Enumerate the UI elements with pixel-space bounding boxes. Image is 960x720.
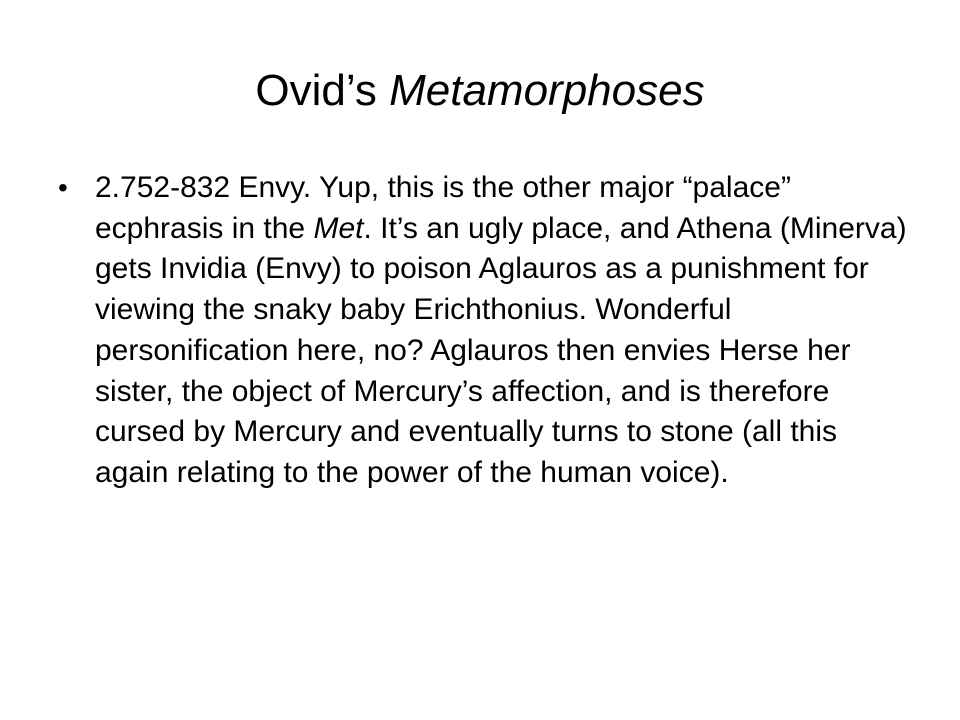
bullet-text	[95, 171, 907, 489]
bullet-text-segment: . It’s an ugly place, and Athena (Minerva) gets Invidia (Envy) to poison Aglauros as a punishment for viewing the snaky baby Erichthonius. Wonderful personification here, no? Aglauros then envies Herse her sister, the object of Mercury’s affection, and is therefore cursed by Mercury and eventually turns to stone (all this again relating to the power of the human voice).	[95, 211, 907, 489]
bullet-dot-icon: •	[58, 172, 68, 203]
slide-title	[48, 62, 912, 120]
title-italic-text: Metamorphoses	[389, 66, 705, 115]
title-text: Ovid’s	[255, 66, 390, 115]
bullet-item	[58, 168, 918, 494]
bullet-text-segment: 2.752-832 Envy. Yup, this is the other major “palace” ecphrasis in the	[95, 171, 791, 245]
bullet-text-italic-segment: Met	[313, 211, 364, 245]
bullet-list	[58, 168, 918, 494]
